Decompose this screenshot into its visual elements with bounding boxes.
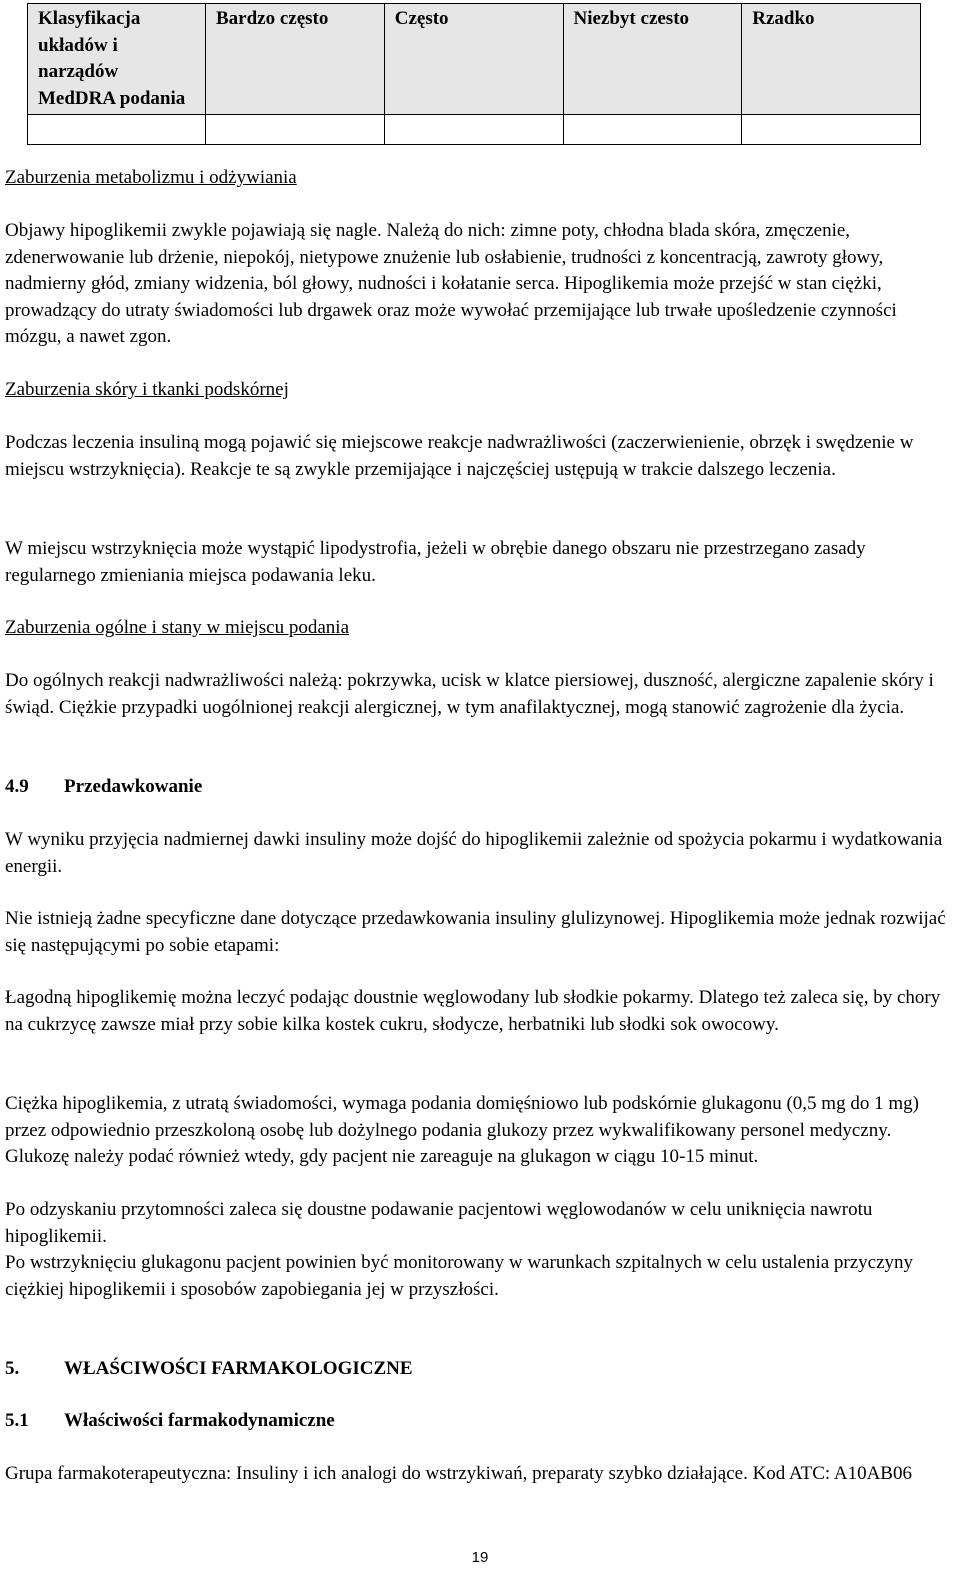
table-header-common: Często: [384, 4, 563, 115]
skin-text-2: W miejscu wstrzyknięcia może wystąpić lipodystrofia, jeżeli w obrębie danego obszaru nie przestrzegano zasady regularnego zmieniania miejsca podawania leku.: [5, 538, 866, 586]
overdose-heading: [5, 774, 955, 801]
overdose-title: Przedawkowanie: [64, 776, 203, 797]
overdose-paragraph-1: W wyniku przyjęcia nadmiernej dawki insuliny może dojść do hipoglikemii zależnie od spożycia pokarmu i wydatkowania energii.: [5, 829, 943, 877]
table-header-uncommon: Niezbyt czesto: [563, 4, 742, 115]
page-number: 19: [471, 1549, 489, 1566]
skin-text-1: Podczas leczenia insuliną mogą pojawić się miejscowe reakcje nadwrażliwości (zaczerwienienie, obrzęk i swędzenie w miejscu wstrzyknięcia). Reakcje te są zwykle przemijające i najczęściej ustępują w trakcie dalszego leczenia.: [5, 432, 914, 480]
section-number: 5.: [5, 1358, 20, 1379]
table-header-very-common: Bardzo często: [206, 4, 385, 115]
table-header-classification: Klasyfikacja układów i narządów MedDRA podania: [28, 4, 206, 115]
general-heading: Zaburzenia ogólne i stany w miejscu podania: [5, 617, 350, 638]
pharmacodynamic-heading: [5, 1408, 955, 1435]
overdose-paragraph-2: Nie istnieją żadne specyficzne dane dotyczące przedawkowania insuliny glulizynowej. Hipoglikemia może jednak rozwijać się następującymi po sobie etapami:: [5, 908, 946, 956]
table-cell: [742, 115, 921, 145]
overdose-paragraph-3: Łagodną hipoglikemię można leczyć podając doustnie węglowodany lub słodkie pokarmy. Dlatego też zaleca się, by chory na cukrzycę zawsze miał przy sobie kilka kostek cukru, słodycze, herbatniki lub słodki sok owocowy.: [5, 987, 941, 1035]
overdose-paragraph-5: Po odzyskaniu przytomności zaleca się doustne podawanie pacjentowi węglowodanów w celu uniknięcia nawrotu hipoglikemii.: [5, 1199, 873, 1247]
adverse-reactions-table: [27, 3, 921, 145]
subsection-number: 5.1: [5, 1410, 29, 1431]
metabolism-heading: Zaburzenia metabolizmu i odżywiania: [5, 167, 297, 188]
table-cell: [384, 115, 563, 145]
metabolism-text: Objawy hipoglikemii zwykle pojawiają się nagle. Należą do nich: zimne poty, chłodna blada skóra, zmęczenie, zdenerwowanie lub drżenie, niepokój, nietypowe znużenie lub osłabienie, trudności z koncentracją, zawroty głowy, nadmierny głód, zmiany widzenia, ból głowy, nudności i kołatanie serca. Hipoglikemia może przejść w stan ciężki, prowadzący do utraty świadomości lub drgawek oraz może wywołać przemijające lub trwałe upośledzenie czynności mózgu, a nawet zgon.: [5, 220, 897, 347]
pharmacotherapeutic-group-text: Grupa farmakoterapeutyczna: Insuliny i ich analogi do wstrzykiwań, preparaty szybko działające. Kod ATC: A10AB06: [5, 1463, 912, 1484]
pharmacological-heading: [5, 1356, 955, 1383]
general-text: Do ogólnych reakcji nadwrażliwości należą: pokrzywka, ucisk w klatce piersiowej, duszność, alergiczne zapalenie skóry i świąd. Ciężkie przypadki uogólnionej reakcji alergicznej, w tym anafilaktycznej, mogą stanowić zagrożenie dla życia.: [5, 670, 934, 718]
table-header-rare: Rzadko: [742, 4, 921, 115]
overdose-paragraph-6: Po wstrzyknięciu glukagonu pacjent powinien być monitorowany w warunkach szpitalnych w celu ustalenia przyczyny ciężkiej hipoglikemii i sposobów zapobiegania jej w przyszłości.: [5, 1252, 914, 1300]
overdose-paragraph-4: Ciężka hipoglikemia, z utratą świadomości, wymaga podania domięśniowo lub podskórnie glukagonu (0,5 mg do 1 mg) przez odpowiednio przeszkoloną osobę lub dożylnego podania glukozy przez wykwalifikowany personel medyczny. Glukozę należy podać również wtedy, gdy pacjent nie zareaguje na glukagon w ciągu 10-15 minut.: [5, 1093, 919, 1167]
table-cell: [563, 115, 742, 145]
skin-heading: Zaburzenia skóry i tkanki podskórnej: [5, 379, 289, 400]
overdose-number: 4.9: [5, 776, 29, 797]
table-cell: [206, 115, 385, 145]
section-title: WŁAŚCIWOŚCI FARMAKOLOGICZNE: [64, 1358, 413, 1379]
table-cell: [28, 115, 206, 145]
subsection-title: Właściwości farmakodynamiczne: [64, 1410, 335, 1431]
